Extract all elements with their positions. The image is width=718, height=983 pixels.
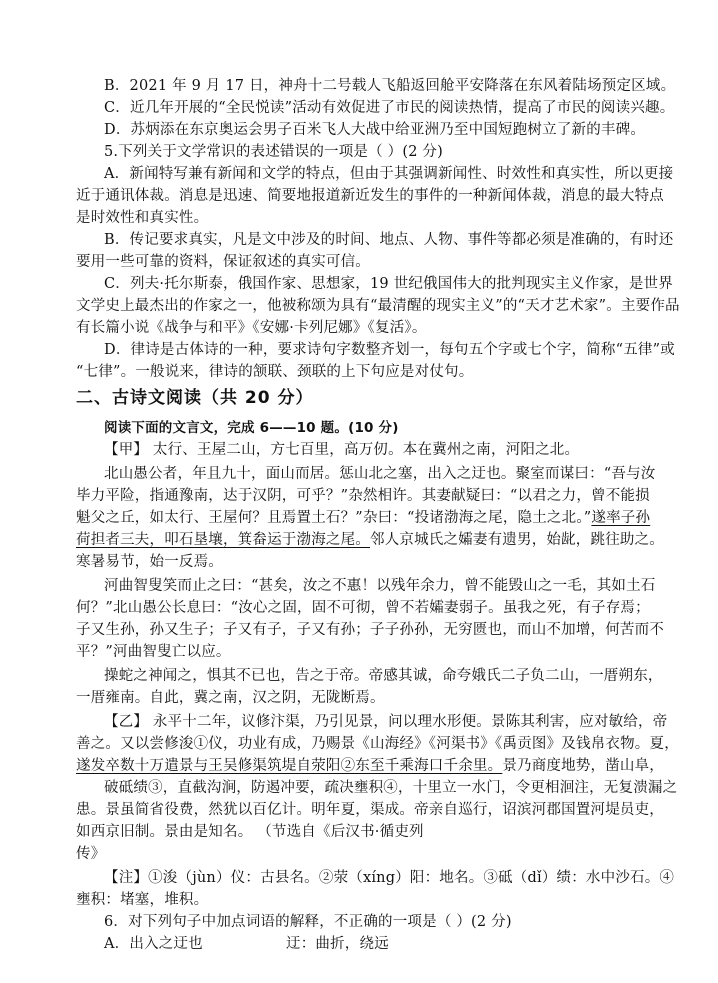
underlined-sentence: 遂率子孙 <box>591 510 651 526</box>
passage-line: 平？”河曲智叟亡以应。 <box>76 644 231 660</box>
passage-line: 操蛇之神闻之，惧其不已也，告之于帝。帝感其诚，命夸娥氏二子负二山，一厝朔东， <box>104 668 663 684</box>
reading-instruction: 阅读下面的文言文，完成 6——10 题。(10 分) <box>104 420 399 436</box>
passage-line <box>76 756 664 776</box>
passage-line: 寒暑易节，始一反焉。 <box>76 554 223 570</box>
q5-option-b-line2: 要用一些可靠的资料，保证叙述的真实可信。 <box>76 254 370 270</box>
q5-option-b-line1: B．传记要求真实，凡是文中涉及的时间、地点、人物、事件等都必须是准确的，有时还 <box>104 232 674 248</box>
underlined-sentence: 遂发卒数十万遣景与王吴修渠筑堤自荥阳②东至千乘海口千余里。 <box>76 758 503 774</box>
q5-option-c-line1: C．列夫·托尔斯泰，俄国作家、思想家，19 世纪俄国伟大的批判现实主义作家，是世界 <box>104 276 673 292</box>
passage-line: 【乙】 永平十二年，议修汴渠，乃引见景，问以理水形便。景陈其利害，应对敏给，帝 <box>104 714 668 730</box>
option-b-line: B．2021 年 9 月 17 日，神舟十二号载人飞船返回舱平安降落在东风着陆场预定区域。 <box>104 78 676 94</box>
q5-option-a-line1: A．新闻特写兼有新闻和文学的特点，但由于其强调新闻性、时效性和真实性，所以更接 <box>104 166 674 182</box>
passage-line <box>76 508 650 528</box>
passage-text: 景乃商度地势，凿山阜， <box>502 758 665 774</box>
passage-line: 如西京旧制。景由是知名。 （节选自《后汉书·循吏列 <box>76 824 424 840</box>
q5-option-a-line2: 近于通讯体裁。消息是迅速、简要地报道新近发生的事件的一种新闻体裁，消息的最大特点 <box>76 188 664 204</box>
question-6: 6．对下列句子中加点词语的解释，不正确的一项是（ ）(2 分) <box>104 914 512 930</box>
passage-text: 邻人京城氏之孀妻有遗男，始龀，跳往助之。 <box>370 532 664 548</box>
passage-text: 魁父之丘，如太行、王屋何？且焉置土石？”杂曰：“投诸渤海之尾，隐土之北。” <box>76 510 592 526</box>
passage-line: 患。景虽简省役费，然犹以百亿计。明年夏，渠成。帝亲自巡行，诏滨河郡国置河堤员吏， <box>76 802 664 818</box>
passage-line: 北山愚公者，年且九十，面山而居。惩山北之塞，出入之迂也。聚室而谋曰：“吾与汝 <box>104 466 656 482</box>
passage-line <box>76 530 664 550</box>
passage-line: 破砥绩③，直截沟涧，防遏冲要，疏决壅积④，十里立一水门，令更相洄注，无复溃漏之 <box>104 780 678 796</box>
q6-option-a-explanation: 迂：曲折，绕远 <box>286 936 389 952</box>
note-line: 【注】①浚（jùn）仪：古县名。②荥（xíng）阳：地名。③砥（dǐ）绩：水中沙石。④ <box>104 870 675 886</box>
passage-line: 一厝雍南。自此，冀之南，汉之阴，无陇断焉。 <box>76 690 385 706</box>
q5-option-c-line3: 有长篇小说《战争与和平》《安娜·卡列尼娜》《复活》。 <box>76 320 427 336</box>
passage-line: 河曲智叟笑而止之曰：“甚矣，汝之不惠！以残年余力，曾不能毁山之一毛，其如土石 <box>104 578 656 594</box>
section-title: 二、古诗文阅读（共 20 分） <box>76 388 314 408</box>
passage-line: 传》 <box>76 846 106 862</box>
option-d-line: D．苏炳添在东京奥运会男子百米飞人大战中给亚洲乃至中国短跑树立了新的丰碑。 <box>104 122 646 138</box>
underlined-sentence: 荷担者三夫，叩石垦壤，箕畚运于渤海之尾。 <box>76 532 370 548</box>
passage-line: 毕力平险，指通豫南，达于汉阴，可乎？”杂然相许。其妻献疑曰：“以君之力，曾不能损 <box>76 488 650 504</box>
passage-line: 【甲】 太行、王屋二山，方七百里，高万仞。本在冀州之南，河阳之北。 <box>104 442 580 458</box>
passage-line: 何？”北山愚公长息曰：“汝心之固，固不可彻，曾不若孀妻弱子。虽我之死，有子存焉； <box>76 600 650 616</box>
q5-option-a-line3: 是时效性和真实性。 <box>76 210 209 226</box>
question-5: 5.下列关于文学常识的表述错误的一项是（ ）(2 分) <box>104 144 443 160</box>
passage-line: 子又生孙，孙又生子；子又有子，子又有孙；子子孙孙，无穷匮也，而山不加增，何苦而不 <box>76 622 664 638</box>
q5-option-d-line2: “七律”。一般说来，律诗的颔联、颈联的上下句应是对仗句。 <box>76 364 474 380</box>
q5-option-c-line2: 文学史上最杰出的作家之一，他被称颂为具有“最清醒的现实主义”的“天才艺术家”。主要作品 <box>76 298 680 314</box>
note-line: 壅积：堵塞，堆积。 <box>76 892 209 908</box>
q6-option-a: A．出入之迂也 <box>104 936 203 952</box>
q5-option-d-line1: D．律诗是古体诗的一种，要求诗句字数整齐划一，每句五个字或七个字，简称“五律”或 <box>104 342 675 358</box>
passage-line: 善之。又以尝修浚①仪，功业有成，乃赐景《山海经》《河渠书》《禹贡图》及钱帛衣物。夏， <box>76 736 679 752</box>
option-c-line: C．近几年开展的“全民悦读”活动有效促进了市民的阅读热情，提高了市民的阅读兴趣。 <box>104 100 675 116</box>
